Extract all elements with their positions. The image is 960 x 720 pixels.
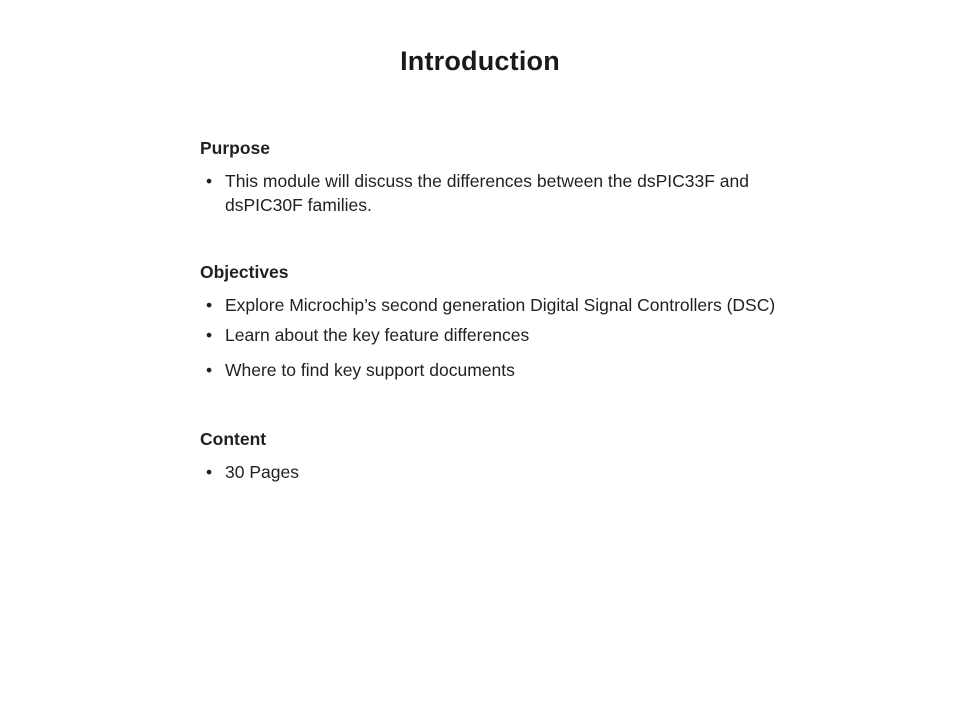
bullet-dot-icon: • bbox=[206, 325, 213, 346]
section-content bbox=[200, 429, 800, 484]
section-heading-content: Content bbox=[200, 429, 267, 450]
list-item-text: Where to find key support documents bbox=[225, 360, 515, 381]
section-heading-objectives: Objectives bbox=[200, 262, 289, 283]
list-item-text: This module will discuss the differences between the dsPIC33F and dsPIC30F families. bbox=[225, 170, 749, 216]
list-item-text: 30 Pages bbox=[225, 462, 299, 483]
slide-body bbox=[200, 138, 800, 488]
list-item bbox=[200, 323, 800, 347]
list-item bbox=[200, 358, 800, 382]
list-item-text: Learn about the key feature differences bbox=[225, 325, 530, 346]
list-item bbox=[200, 460, 800, 484]
bullet-dot-icon: • bbox=[206, 462, 213, 483]
list-item-text: Explore Microchip’s second generation Digital Signal Controllers (DSC) bbox=[225, 295, 776, 316]
section-objectives bbox=[200, 262, 800, 382]
bullet-list-purpose bbox=[200, 169, 800, 217]
bullet-dot-icon: • bbox=[206, 295, 213, 316]
section-purpose bbox=[200, 138, 800, 217]
spacer bbox=[200, 221, 800, 262]
bullet-dot-icon: • bbox=[206, 360, 213, 381]
bullet-list-content bbox=[200, 460, 800, 484]
bullet-list-objectives bbox=[200, 293, 800, 382]
bullet-dot-icon: • bbox=[206, 170, 213, 191]
list-item bbox=[200, 293, 800, 317]
section-heading-purpose: Purpose bbox=[200, 138, 271, 158]
list-item bbox=[200, 169, 800, 217]
spacer bbox=[200, 393, 800, 429]
page-title: Introduction bbox=[400, 46, 560, 76]
